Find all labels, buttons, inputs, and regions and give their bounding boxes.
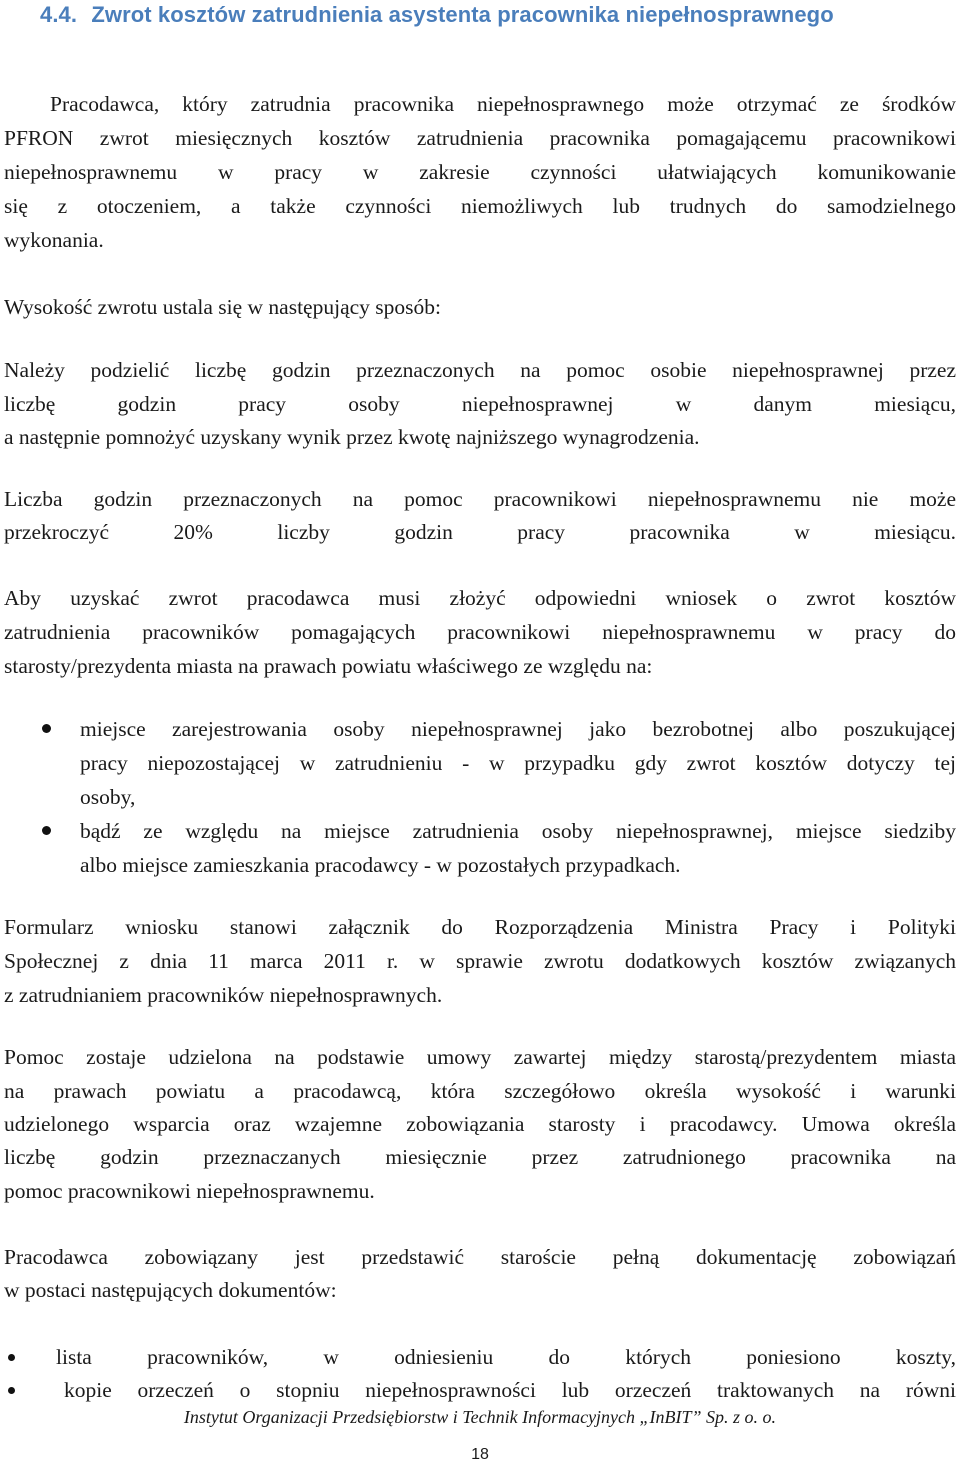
paragraph-line: Należy podzielić liczbę godzin przeznaczonych na pomoc osobie niepełnosprawnej przez: [4, 358, 956, 382]
paragraph-line: wykonania.: [4, 228, 104, 252]
bullet-icon: [8, 1354, 15, 1361]
paragraph-line: Pracodawca, który zatrudnia pracownika niepełnosprawnego może otrzymać ze środków: [50, 92, 956, 116]
section-title: Zwrot kosztów zatrudnienia asystenta pracownika niepełnosprawnego: [91, 2, 834, 27]
paragraph-line: w postaci następujących dokumentów:: [4, 1278, 337, 1302]
paragraph-line: Aby uzyskać zwrot pracodawca musi złożyć odpowiedni wniosek o zwrot kosztów: [4, 586, 956, 610]
paragraph-line: udzielonego wsparcia oraz wzajemne zobowiązania starosty i pracodawcy. Umowa określa: [4, 1112, 956, 1136]
list-item-line: lista pracowników, w odniesieniu do których poniesiono koszty,: [56, 1345, 956, 1369]
paragraph-line: na prawach powiatu a pracodawcą, która szczegółowo określa wysokość i warunki: [4, 1079, 956, 1103]
paragraph-line: liczbę godzin przeznaczanych miesięcznie przez zatrudnionego pracownika na: [4, 1145, 956, 1169]
section-heading: [40, 2, 940, 28]
paragraph-line: liczbę godzin pracy osoby niepełnosprawnej w danym miesiącu,: [4, 392, 956, 416]
bullet-icon: [42, 724, 51, 733]
paragraph-line: się z otoczeniem, a także czynności niemożliwych lub trudnych do samodzielnego: [4, 194, 956, 218]
paragraph-line: Wysokość zwrotu ustala się w następujący sposób:: [4, 295, 441, 319]
list-item-line: kopie orzeczeń o stopniu niepełnosprawności lub orzeczeń traktowanych na równi: [64, 1378, 956, 1402]
bullet-icon: [8, 1387, 15, 1394]
paragraph-line: pomoc pracownikowi niepełnosprawnemu.: [4, 1179, 375, 1203]
paragraph-line: przekroczyć 20% liczby godzin pracy pracownika w miesiącu.: [4, 520, 956, 544]
list-item-line: osoby,: [80, 785, 136, 809]
bullet-icon: [42, 826, 51, 835]
paragraph-line: Pracodawca zobowiązany jest przedstawić staroście pełną dokumentację zobowiązań: [4, 1245, 956, 1269]
paragraph-line: a następnie pomnożyć uzyskany wynik przez kwotę najniższego wynagrodzenia.: [4, 425, 700, 449]
paragraph-line: zatrudnienia pracowników pomagających pracownikowi niepełnosprawnemu w pracy do: [4, 620, 956, 644]
paragraph-line: PFRON zwrot miesięcznych kosztów zatrudnienia pracownika pomagającemu pracownikowi: [4, 126, 956, 150]
paragraph-line: Formularz wniosku stanowi załącznik do Rozporządzenia Ministra Pracy i Polityki: [4, 915, 956, 939]
list-item-line: albo miejsce zamieszkania pracodawcy - w pozostałych przypadkach.: [80, 853, 681, 877]
page-number: 18: [471, 1446, 489, 1463]
paragraph-line: starosty/prezydenta miasta na prawach powiatu właściwego ze względu na:: [4, 654, 653, 678]
section-number: 4.4.: [40, 2, 78, 27]
paragraph-line: Społecznej z dnia 11 marca 2011 r. w sprawie zwrotu dodatkowych kosztów związanych: [4, 949, 956, 973]
paragraph-line: Liczba godzin przeznaczonych na pomoc pracownikowi niepełnosprawnemu nie może: [4, 487, 956, 511]
paragraph-line: Pomoc zostaje udzielona na podstawie umowy zawartej między starostą/prezydentem miasta: [4, 1045, 956, 1069]
paragraph-line: z zatrudnianiem pracowników niepełnosprawnych.: [4, 983, 443, 1007]
list-item-line: pracy niepozostającej w zatrudnieniu - w przypadku gdy zwrot kosztów dotyczy tej: [80, 751, 956, 775]
footer-institute: Instytut Organizacji Przedsiębiorstw i Technik Informacyjnych „InBIT” Sp. z o. o.: [183, 1407, 777, 1427]
list-item-line: bądź ze względu na miejsce zatrudnienia osoby niepełnosprawnej, miejsce siedziby: [80, 819, 956, 843]
paragraph-line: niepełnosprawnemu w pracy w zakresie czynności ułatwiających komunikowanie: [4, 160, 956, 184]
list-item-line: miejsce zarejestrowania osoby niepełnosprawnej jako bezrobotnej albo poszukującej: [80, 717, 956, 741]
